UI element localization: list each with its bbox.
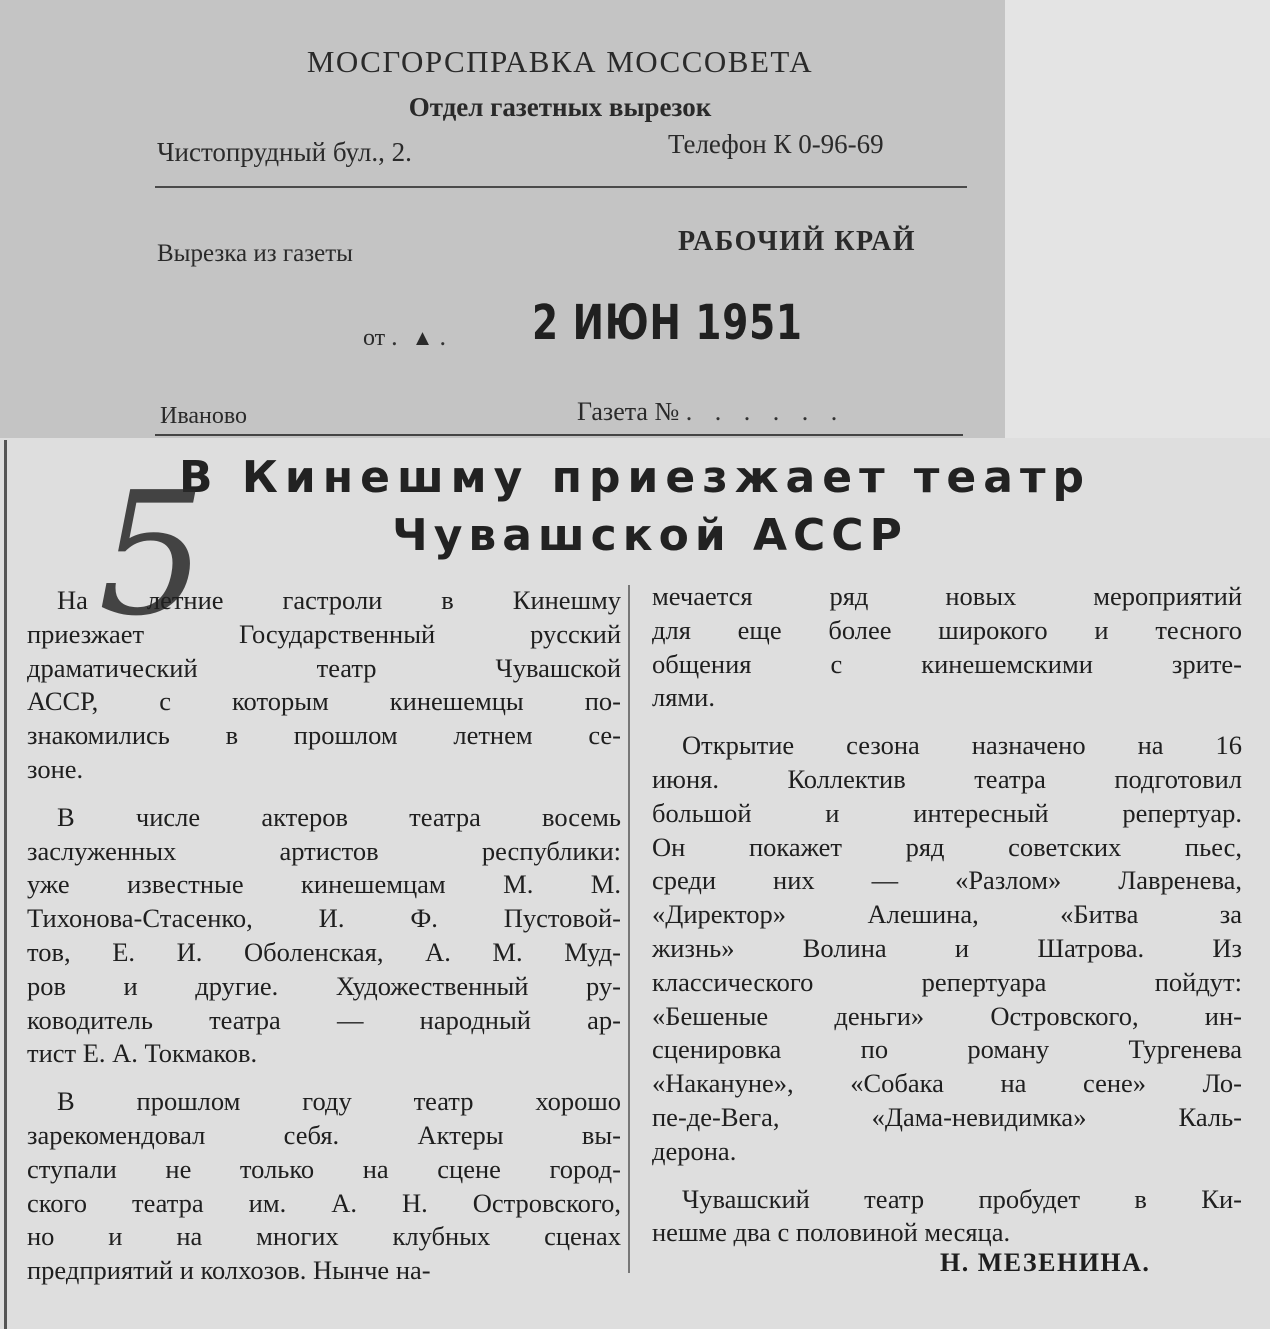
bureau-name: МОСГОРСПРАВКА МОССОВЕТА (306, 44, 814, 79)
text-line: Открытие сезона назначено на 16 (682, 730, 1242, 761)
text-line: АССР, с которым кинешемцы по- (27, 686, 621, 717)
text-line: ководитель театра — народный ар- (27, 1004, 621, 1035)
text-line: заслуженных артистов республики: (27, 835, 621, 866)
text-line: тов, Е. И. Оболенская, А. М. Муд- (27, 936, 621, 967)
text-line: но и на многих клубных сценах (27, 1221, 621, 1252)
text-line: ского театра им. А. Н. Островского, (27, 1187, 621, 1218)
text-line: жизнь» Волина и Шатрова. Из (652, 932, 1242, 963)
text-line: знакомились в прошлом летнем се- (27, 720, 621, 751)
text-line: уже известные кинешемцам М. М. (27, 869, 621, 900)
text-line: дерона. (652, 1135, 737, 1166)
phone: Телефон К 0-96-69 (668, 129, 884, 159)
text-line: приезжает Государственный русский (27, 618, 621, 649)
text-line: В числе актеров театра восемь (57, 801, 621, 832)
column-divider (628, 585, 630, 1273)
text-line: «Директор» Алешина, «Битва за (652, 899, 1242, 930)
text-line: ров и другие. Художественный ру- (27, 970, 621, 1001)
page-background (1005, 0, 1270, 438)
text-line: сценировка по роману Тургенева (652, 1034, 1242, 1065)
issue-number-label: Газета № . . . . . . (577, 397, 846, 426)
author-signature: Н. МЕЗЕНИНА. (940, 1248, 1151, 1277)
text-line: предприятий и колхозов. Нынче на- (27, 1255, 431, 1286)
text-line: мечается ряд новых мероприятий (652, 581, 1242, 611)
date-stamp: 2 ИЮН 1951 (532, 295, 803, 351)
article-paragraph (652, 1183, 1242, 1251)
text-line: нешме два с половиной месяца. (652, 1217, 1011, 1248)
text-line: зоне. (27, 753, 84, 784)
text-line: Чувашский театр пробудет в Ки- (682, 1183, 1242, 1214)
article-right-column (652, 580, 1242, 1264)
text-line: В прошлом году театр хорошо (57, 1086, 621, 1117)
city: Иваново (160, 403, 248, 429)
article-paragraph (27, 584, 621, 787)
headline-line-2: Чувашской АССР (392, 510, 908, 561)
clipping-edge (4, 440, 7, 1329)
address: Чистопрудный бул., 2. (157, 137, 412, 167)
header-bottom-rule (155, 434, 963, 436)
date-from-label: от . ▲ . (363, 322, 454, 351)
text-line: классического репертуара пойдут: (652, 966, 1242, 997)
text-line: большой и интересный репертуар. (652, 797, 1242, 828)
text-line: Тихонова-Стасенко, И. Ф. Пустовой- (27, 903, 621, 934)
newspaper-name: РАБОЧИЙ КРАЙ (678, 226, 917, 257)
text-line: «Бешеные деньги» Островского, ин- (652, 1000, 1242, 1031)
text-line: среди них — «Разлом» Лавренева, (652, 865, 1242, 896)
text-line: «Накануне», «Собака на сене» Ло- (652, 1068, 1242, 1099)
text-line: тист Е. А. Токмаков. (27, 1038, 258, 1069)
header-rule (155, 186, 967, 188)
article-left-column (27, 584, 621, 1302)
article-paragraph (652, 580, 1242, 715)
text-line: Он покажет ряд советских пьес, (652, 831, 1242, 862)
text-line: общения с кинешемскими зрите- (652, 648, 1242, 679)
text-line: ступали не только на сцене город- (27, 1153, 621, 1184)
text-line: драматический театр Чувашской (27, 652, 621, 683)
cut-label: Вырезка из газеты (157, 240, 353, 267)
article-paragraph (652, 729, 1242, 1168)
article-paragraph (27, 801, 621, 1071)
headline-line-1: В Кинешму приезжает театр (179, 452, 1091, 503)
text-line: для еще более широкого и тесного (652, 614, 1242, 645)
text-line: На летние гастроли в Кинешму (57, 585, 621, 615)
text-line: лями. (652, 682, 715, 713)
handwritten-number: 5 (98, 456, 207, 654)
text-line: зарекомендовал себя. Актеры вы- (27, 1119, 621, 1150)
department-name: Отдел газетных вырезок (408, 92, 712, 122)
text-line: июня. Коллектив театра подготовил (652, 763, 1242, 794)
article-paragraph (27, 1085, 621, 1288)
text-line: пе-де-Вега, «Дама-невидимка» Каль- (652, 1101, 1242, 1132)
